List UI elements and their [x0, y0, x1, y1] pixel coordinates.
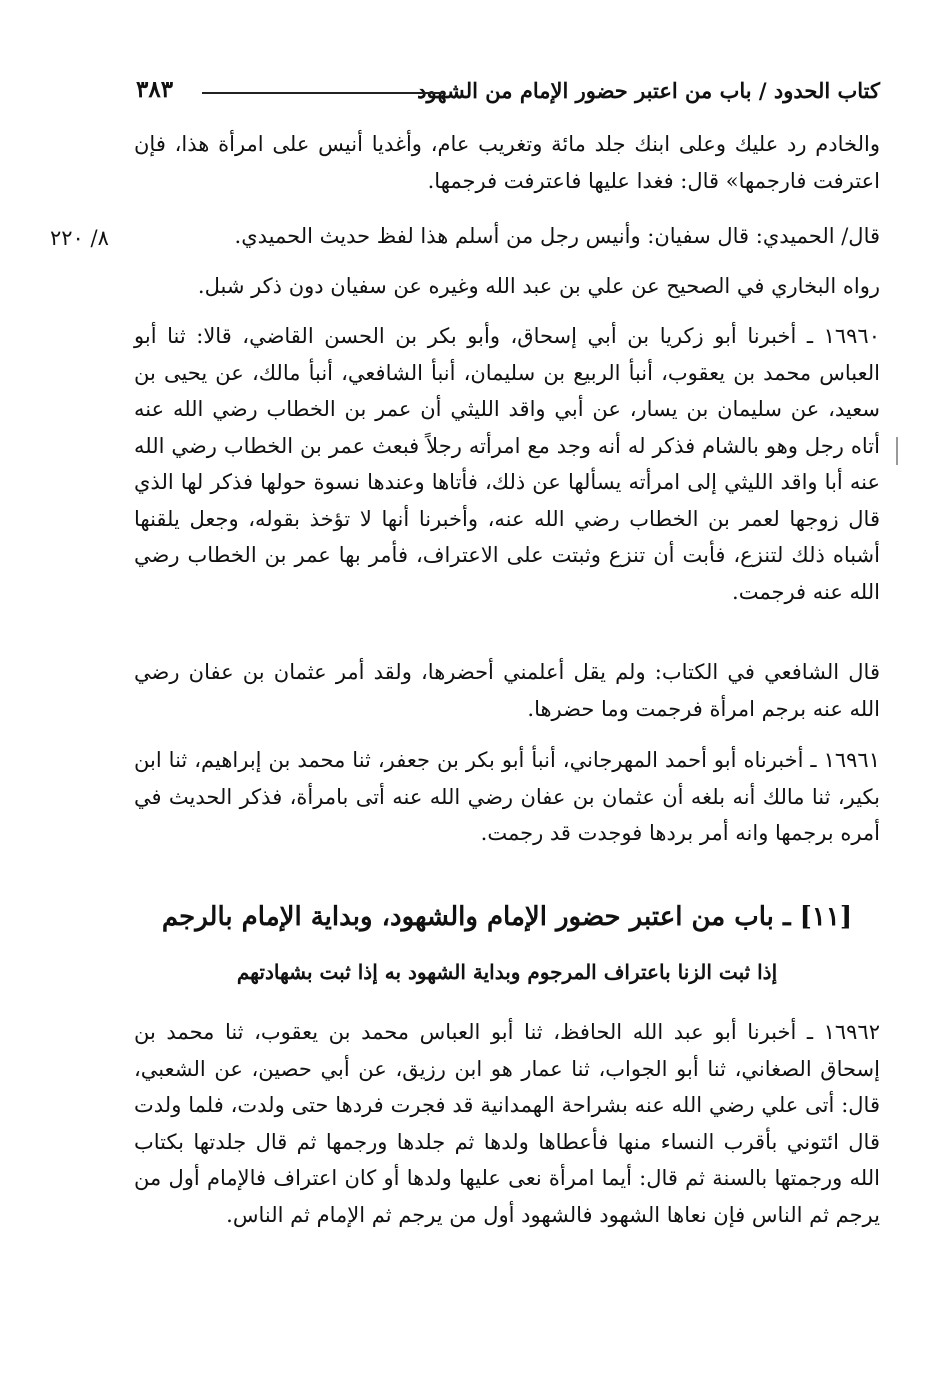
paragraph-continuation — [134, 126, 880, 199]
header-title: كتاب الحدود / باب من اعتبر حضور الإمام من الشهود — [417, 78, 880, 103]
paragraph: والخادم رد عليك وعلى ابنك جلد مائة وتغريب عام، وأغديا أنيس على امرأة هذا، فإن اعترفت فارجمها» قال: فغدا عليها فاعترفت فرجمها. — [134, 132, 880, 193]
hadith-16962 — [134, 1014, 880, 1233]
section-subheading: إذا ثبت الزنا باعتراف المرجوم وبداية الشهود به إذا ثبت بشهادتهم — [236, 960, 778, 984]
header-rule — [202, 92, 444, 94]
paragraph: ١٦٩٦١ ـ أخبرناه أبو أحمد المهرجاني، أنبأ أبو بكر بن جعفر، ثنا محمد بن إبراهيم، ثنا ابن بكير، ثنا مالك أنه بلغه أن عثمان بن عفان رضي الله عنه أتى بامرأة، فذكر الحديث في أمره برجمها وانه أمر بردها فوجدت قد رجمت. — [134, 748, 880, 845]
paragraph-bukhari — [134, 268, 880, 305]
paragraph: ١٦٩٦٢ ـ أخبرنا أبو عبد الله الحافظ، ثنا أبو العباس محمد بن يعقوب، ثنا محمد بن إسحاق الصغاني، ثنا أبو الجواب، ثنا عمار هو ابن رزيق، عن أبي حصين، عن الشعبي، قال: أتى علي رضي الله عنه بشراحة الهمدانية قد فجرت فردها حتى ولدت، فلما ولدت قال ائتوني بأقرب النساء منها فأعطاها ولدها ثم جلدها ورجمها ثم قال جلدتها بكتاب الله ورجمتها بالسنة ثم قال: أيما امرأة نعى عليها ولدها أو كان اعتراف فالإمام أول من يرجم ثم الناس فإن نعاها الشهود فالشهود أول من يرجم ثم الإمام ثم الناس. — [134, 1020, 880, 1227]
paragraph-humaydi — [134, 218, 880, 255]
paragraph-shafii — [134, 654, 880, 727]
page-number: ٣٨٣ — [136, 76, 174, 103]
paragraph: قال الشافعي في الكتاب: ولم يقل أعلمني أحضرها، ولقد أمر عثمان بن عفان رضي الله عنه برجم امرأة فرجمت وما حضرها. — [134, 660, 880, 721]
paragraph: قال/ الحميدي: قال سفيان: وأنيس رجل من أسلم هذا لفظ حديث الحميدي. — [234, 224, 880, 248]
paragraph: ١٦٩٦٠ ـ أخبرنا أبو زكريا بن أبي إسحاق، وأبو بكر بن الحسن القاضي، قالا: ثنا أبو العباس محمد بن يعقوب، أنبأ الربيع بن سليمان، أنبأ الشافعي، أنبأ مالك، عن يحيى بن سعيد، عن سليمان بن يسار، عن أبي واقد الليثي أن عمر بن الخطاب رضي الله عنه أتاه رجل وهو بالشام فذكر له أنه وجد مع امرأته رجلاً فبعث عمر بن الخطاب رضي الله عنه أبا واقد الليثي إلى امرأته يسألها عن ذلك، فأتاها وعندها نسوة حولها فذكر لها الذي قال زوجها لعمر بن الخطاب رضي الله عنه، وأخبرنا أنها لا تؤخذ بقوله، وجعل يلقنها أشباه ذلك لتنزع، فأبت أن تنزع وثبتت على الاعتراف، فأمر بها عمر بن الخطاب رضي الله عنه فرجمت. — [134, 324, 880, 604]
hadith-16960 — [134, 318, 880, 610]
margin-reference: ٨/ ٢٢٠ — [50, 226, 109, 250]
running-header — [136, 70, 880, 110]
paragraph: رواه البخاري في الصحيح عن علي بن عبد الله وغيره عن سفيان دون ذكر شبل. — [197, 274, 880, 298]
hadith-16961 — [134, 742, 880, 852]
section-heading: [١١] ـ باب من اعتبر حضور الإمام والشهود، وبداية الإمام بالرجم — [161, 902, 853, 932]
margin-mark — [896, 437, 898, 465]
